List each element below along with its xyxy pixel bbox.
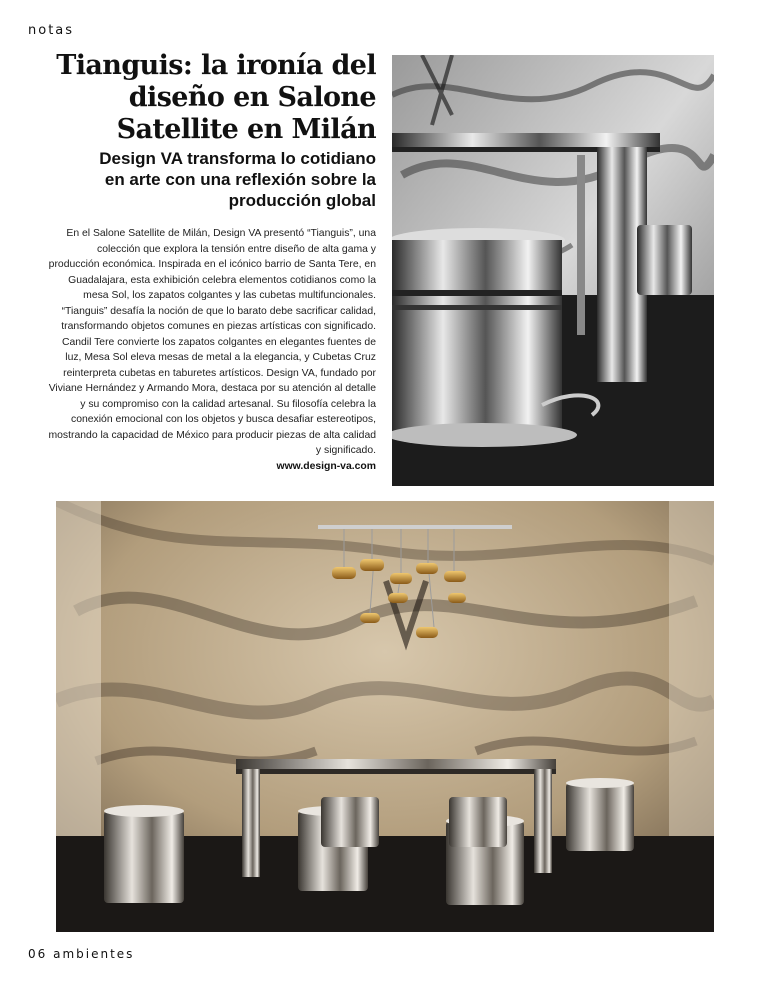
photo-table-and-bucket [392, 55, 714, 486]
article-subtitle: Design VA transforma lo cotidiano en arte con una reflexión sobre la producción global [99, 149, 376, 210]
article-title: Tianguis: la ironía del diseño en Salone Satellite en Milán [56, 50, 376, 145]
paragraph-details: Candil Tere convierte los zapatos colgantes en elegantes fuentes de luz, Mesa Sol eleva mesas de metal a la elegancia, y Cubetas Cruz reinterpreta cubetas en taburetes artísticos. Design VA, fundado por Viviane Hernández y Armando Mora, destaca por su atención al detalle y su compromiso con la calidad artesanal. Su filosofía celebra la conexión emocional con los objetos y busca desafiar estereotipos, mostrando la capacidad de México para producir piezas de alta calidad y significado. [48, 336, 376, 456]
website-link[interactable]: www.design-va.com [276, 460, 376, 472]
paragraph-intro: En el Salone Satellite de Milán, Design VA presentó “Tianguis”, una colección que explora la tensión entre diseño de alta gama y producción económica. Inspirada en el icónico barrio de Santa Tere, en Guadalajara, esta exhibición celebra elementos cotidianos como la mesa Sol, los zapatos colgantes y las cubetas multifuncionales. “Tianguis” desafía la noción de que lo barato debe sacrificar calidad, transformando objetos comunes en piezas artísticas con significado. [48, 228, 376, 332]
article-body [46, 226, 376, 474]
photo-installation-graphic [56, 501, 714, 932]
photo-table-and-bucket-graphic [392, 55, 714, 486]
section-label: notas [28, 23, 75, 38]
page-folio: 06 ambientes [28, 947, 135, 961]
photo-installation [56, 501, 714, 932]
